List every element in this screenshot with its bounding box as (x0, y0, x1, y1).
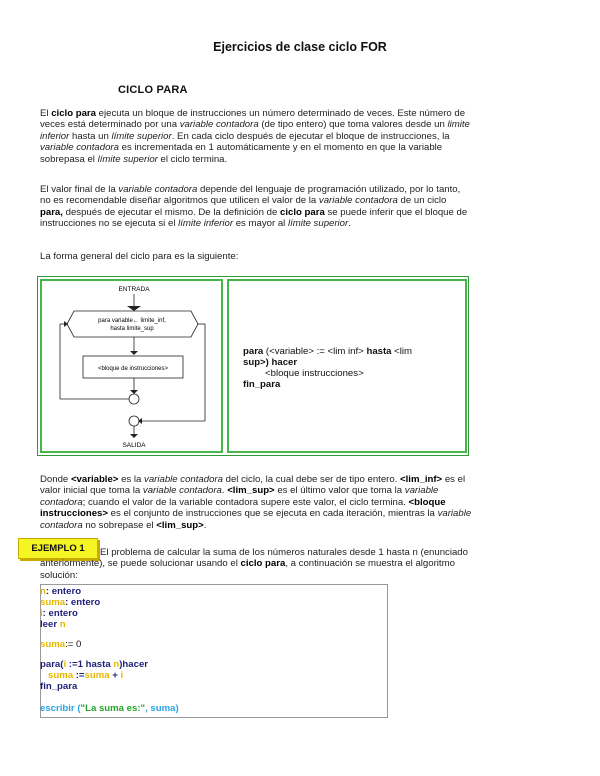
flowchart-loop-header (67, 311, 198, 337)
code-line-6: para(i :=1 hasta n)hacer (40, 659, 149, 670)
example-badge: EJEMPLO 1 (18, 538, 98, 559)
flowchart-block-label: <bloque de instrucciones> (97, 366, 169, 372)
code-line-5: suma:= 0 (40, 639, 82, 650)
paragraph-general-form: La forma general del ciclo para es la siguiente: (40, 251, 239, 262)
flowchart-header-line1: para variable← limite_inf, (98, 318, 166, 324)
flowchart-entrada-label: ENTRADA (118, 286, 150, 293)
paragraph-definition: El ciclo para ejecuta un bloque de instrucciones un número determinado de veces. Este número de veces está determinado por una variable contadora (de tipo entero) que toma valores desde un limite inferior hasta un límite superior. En cada ciclo después de ejecutar el bloque de instrucciones, la variable contadora es incrementada en 1 automáticamente y en el momento en que la variable sobrepasa el límite superior el ciclo termina. (40, 108, 470, 165)
flowchart-salida-label: SALIDA (122, 442, 146, 449)
document-title: Ejercicios de clase ciclo FOR (213, 40, 387, 54)
flowchart-connector-2 (129, 416, 139, 426)
flowchart-connector-1 (129, 394, 139, 404)
flowchart-header-line2: hasta limite_sup (110, 326, 154, 332)
code-line-4: leer n (40, 619, 66, 630)
paragraph-where: Donde <variable> es la variable contadora del ciclo, la cual debe ser de tipo entero. <lim_inf> es el valor inicial que toma la variable contadora. <lim_sup> es el último valor que toma la variable contadora; cuando el valor de la variable contadora supere este valor, el ciclo termina. <bloque instrucciones> es el conjunto de instrucciones que se ejecuta en cada iteración, mientras la variable contadora no sobrepase el <lim_sup>. (40, 474, 472, 531)
paragraph-example: El problema de calcular la suma de los números naturales desde 1 hasta n (enunciado anteriormente), se puede solucionar usando el ciclo para, a continuación se muestra el algoritmo solución: (40, 547, 468, 581)
flowchart-diagram (40, 279, 223, 453)
code-line-2: suma: entero (40, 597, 101, 608)
section-heading: CICLO PARA (118, 84, 188, 96)
paragraph-final-value: El valor final de la variable contadora depende del lenguaje de programación utilizado, por lo tanto, no es recomendable diseñar algoritmos que utilicen el valor de la variable contadora de un ciclo para, después de ejecutar el mismo. De la definición de ciclo para se puede inferir que el bloque de instrucciones no se ejecuta si el límite inferior es mayor al límite superior. (40, 184, 468, 230)
code-line-3: i: entero (40, 608, 78, 619)
code-line-1: n: entero (40, 586, 82, 597)
code-line-9: escribir ("La suma es:", suma) (40, 703, 179, 714)
code-line-8: fin_para (40, 681, 78, 692)
syntax-text: para (<variable> := <lim inf> hasta <lim sup>) hacer <bloque instrucciones> fin_para (243, 346, 413, 390)
code-line-7: suma :=suma + i (40, 670, 124, 681)
